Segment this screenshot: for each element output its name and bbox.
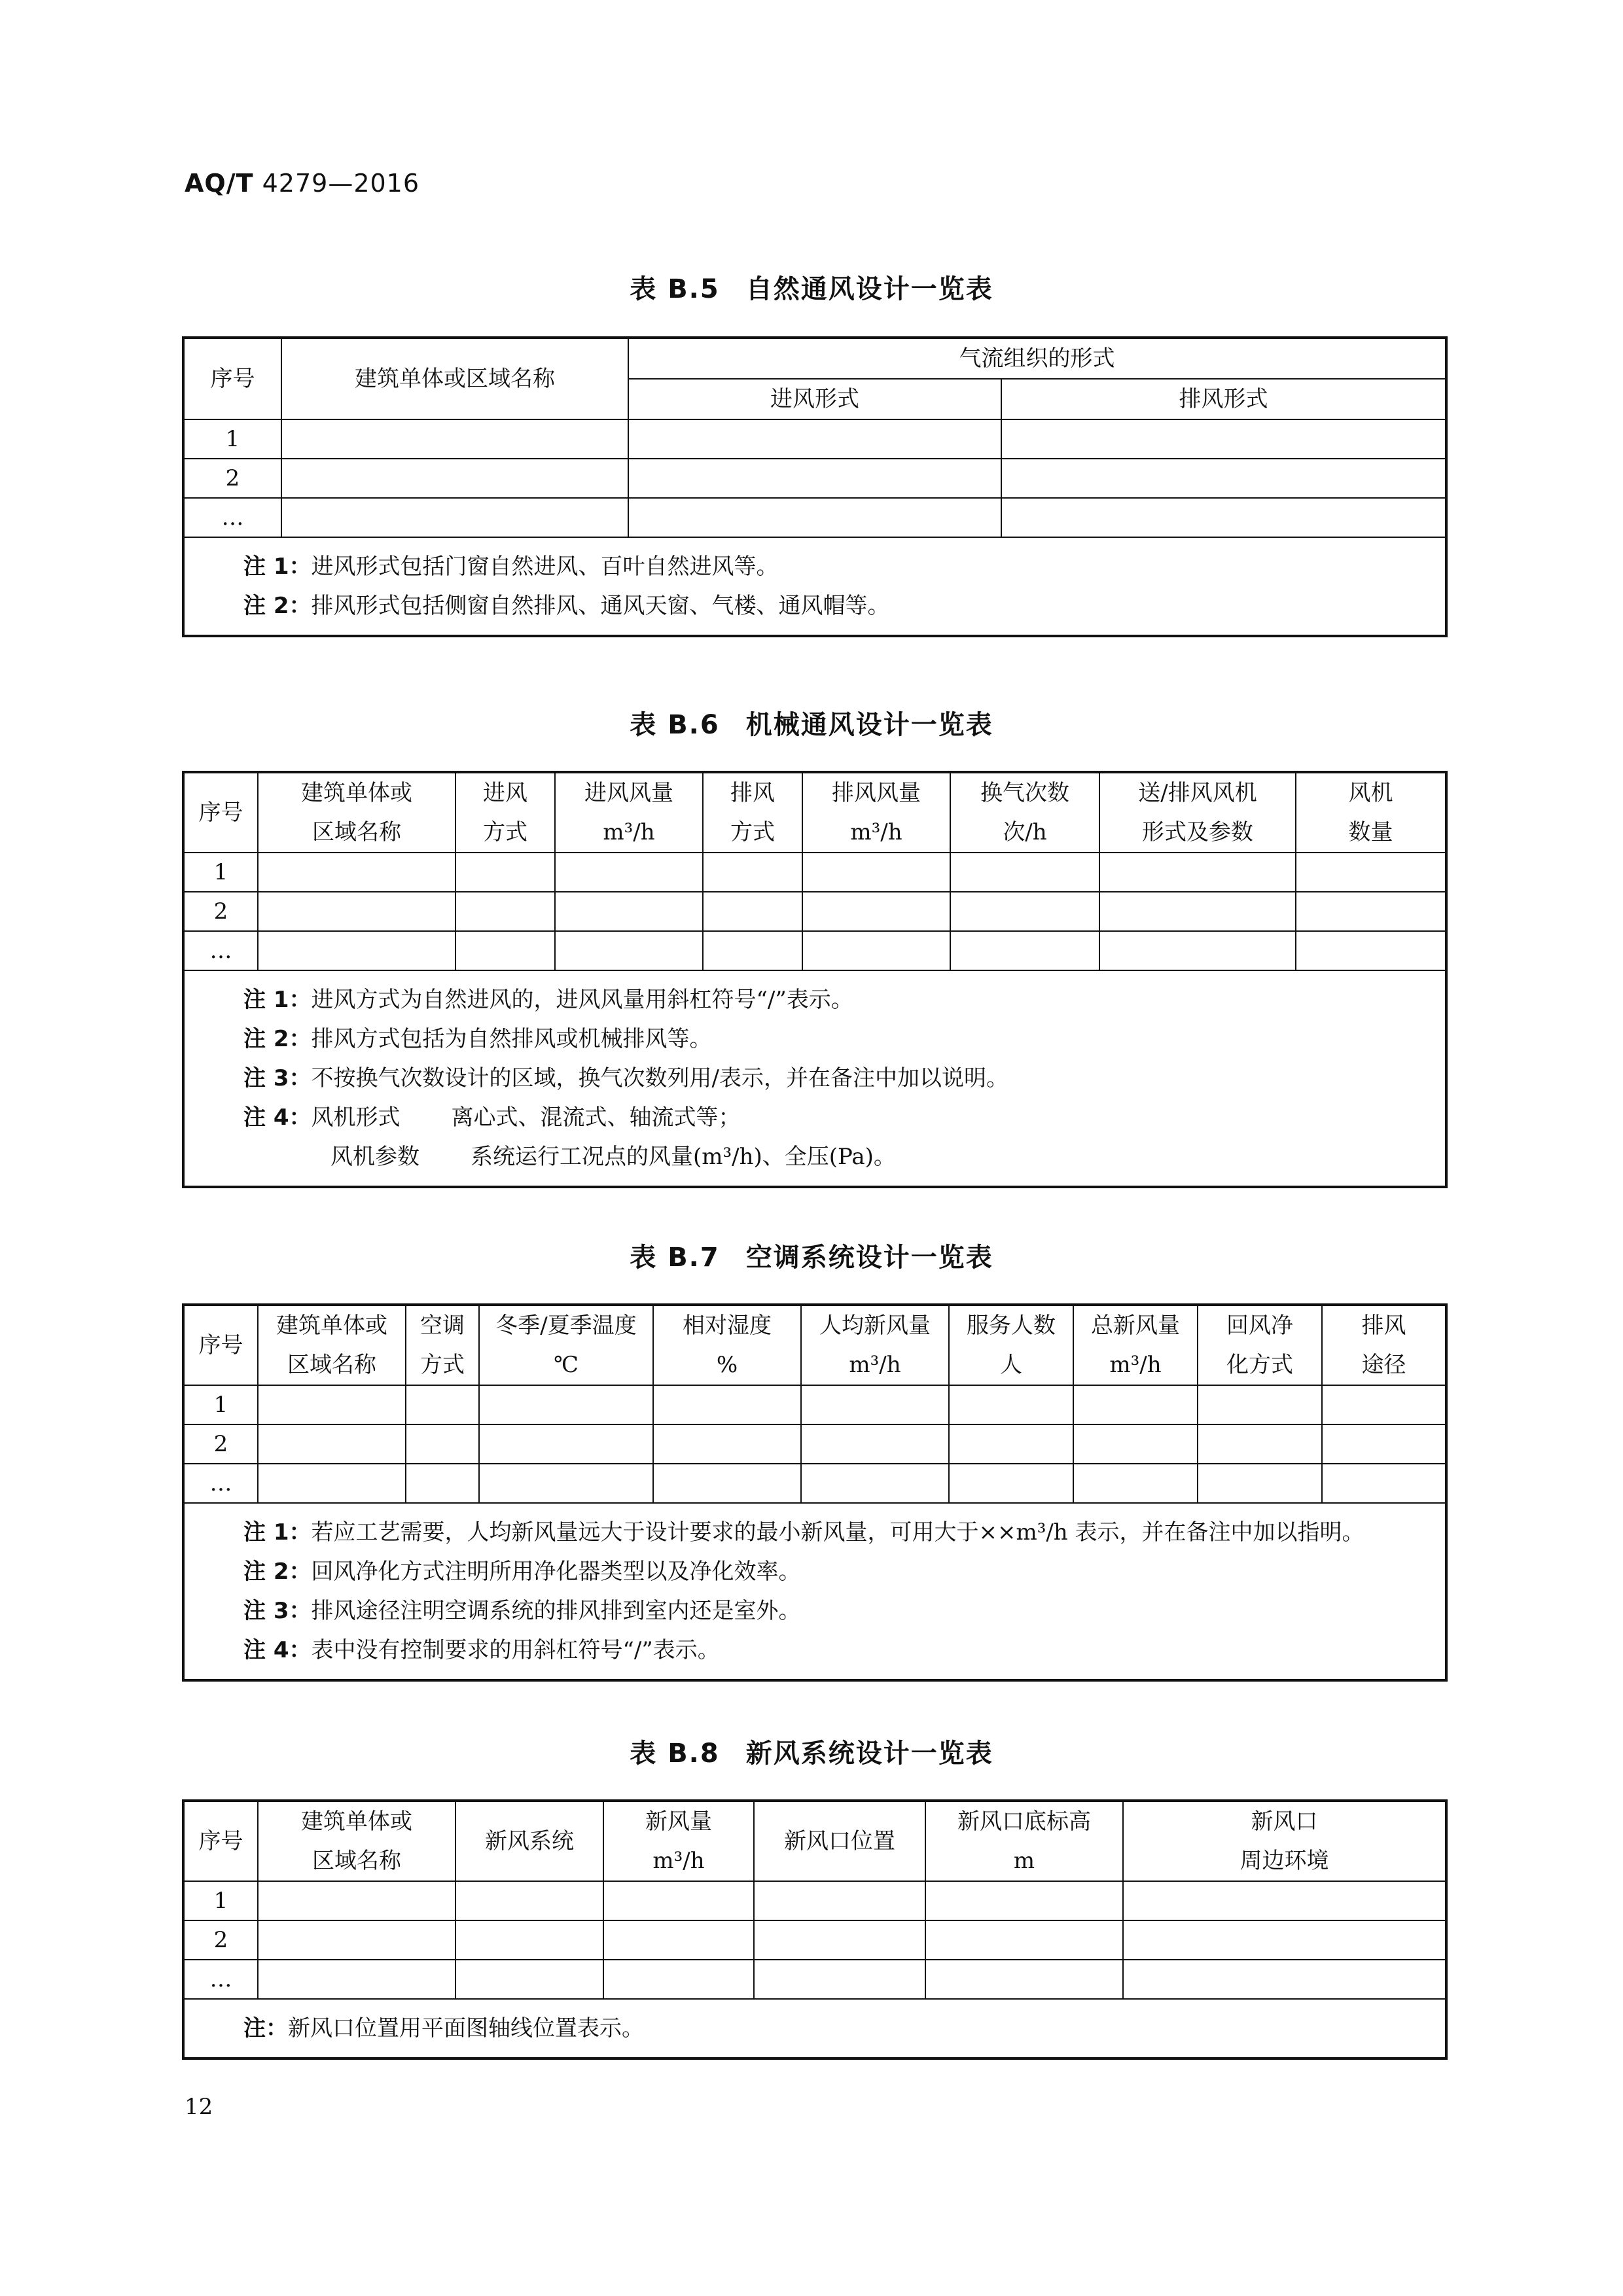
table-b5-caption: 表 B.5 自然通风设计一览表 — [630, 274, 993, 304]
note: 注 1：进风方式为自然进风的，进风风量用斜杠符号“/”表示。 — [243, 987, 853, 1013]
col-group-airflow: 气流组织的形式 — [628, 338, 1446, 379]
table-row: 1 — [183, 853, 1446, 892]
table-notes — [183, 537, 1446, 636]
note: 注 2：排风方式包括为自然排风或机械排风等。 — [243, 1026, 712, 1052]
col-exhaust: 排风形式 — [1001, 379, 1446, 419]
col-name: 建筑单体或 区域名称 — [258, 772, 455, 853]
table-b8-caption: 表 B.8 新风系统设计一览表 — [630, 1739, 993, 1769]
note: 注 3：排风途径注明空调系统的排风排到室内还是室外。 — [243, 1598, 801, 1624]
col-purification: 回风净 化方式 — [1198, 1305, 1322, 1385]
col-exhaust-mode: 排风 方式 — [703, 772, 802, 853]
col-name: 建筑单体或 区域名称 — [258, 1801, 455, 1881]
table-row: 2 — [183, 1920, 1446, 1960]
page-number: 12 — [185, 2094, 213, 2120]
col-intake-volume: 进风风量 m³/h — [555, 772, 703, 853]
col-inlet-position: 新风口位置 — [754, 1801, 925, 1881]
note: 注 1：进风形式包括门窗自然进风、百叶自然进风等。 — [243, 554, 779, 580]
table-b6-caption: 表 B.6 机械通风设计一览表 — [630, 710, 993, 740]
note: 注 2：排风形式包括侧窗自然排风、通风天窗、气楼、通风帽等。 — [243, 593, 890, 619]
col-total-fresh: 总新风量 m³/h — [1073, 1305, 1198, 1385]
col-intake: 进风形式 — [628, 379, 1001, 419]
col-people: 服务人数 人 — [949, 1305, 1073, 1385]
table-row: 2 — [183, 892, 1446, 931]
col-name: 建筑单体或区域名称 — [281, 338, 628, 419]
col-inlet-environment: 新风口 周边环境 — [1123, 1801, 1446, 1881]
note: 风机参数 系统运行工况点的风量(m³/h)、全压(Pa)。 — [330, 1144, 896, 1170]
table-b5 — [182, 336, 1448, 637]
col-inlet-height: 新风口底标高 m — [925, 1801, 1123, 1881]
table-notes — [183, 1999, 1446, 2058]
col-fresh-per-person: 人均新风量 m³/h — [801, 1305, 949, 1385]
table-row: … — [183, 1960, 1446, 1999]
col-exhaust-volume: 排风风量 m³/h — [802, 772, 950, 853]
col-air-changes: 换气次数 次/h — [950, 772, 1099, 853]
col-fan-type: 送/排风风机 形式及参数 — [1099, 772, 1296, 853]
table-row: 1 — [183, 1881, 1446, 1920]
col-seq: 序号 — [183, 338, 281, 419]
table-row: … — [183, 498, 1446, 537]
table-row: … — [183, 1464, 1446, 1503]
col-fan-count: 风机 数量 — [1296, 772, 1446, 853]
table-b8 — [182, 1799, 1448, 2060]
col-intake-mode: 进风 方式 — [455, 772, 555, 853]
table-row: 2 — [183, 459, 1446, 498]
note: 注 4：风机形式 离心式、混流式、轴流式等； — [243, 1104, 741, 1131]
note: 注 2：回风净化方式注明所用净化器类型以及净化效率。 — [243, 1559, 801, 1585]
table-notes — [183, 970, 1446, 1187]
standard-number: AQ/T 4279—2016 — [185, 169, 420, 198]
col-seq: 序号 — [183, 1305, 258, 1385]
col-fresh-volume: 新风量 m³/h — [603, 1801, 754, 1881]
table-row: 1 — [183, 419, 1446, 459]
col-temperature: 冬季/夏季温度 ℃ — [479, 1305, 653, 1385]
col-exhaust-route: 排风 途径 — [1322, 1305, 1446, 1385]
table-notes — [183, 1503, 1446, 1680]
col-humidity: 相对湿度 % — [653, 1305, 801, 1385]
table-b7 — [182, 1303, 1448, 1682]
col-name: 建筑单体或 区域名称 — [258, 1305, 406, 1385]
note: 注：新风口位置用平面图轴线位置表示。 — [243, 2015, 644, 2041]
note: 注 1：若应工艺需要，人均新风量远大于设计要求的最小新风量，可用大于××m³/h 表示，并在备注中加以指明。 — [243, 1519, 1364, 1545]
table-row: … — [183, 931, 1446, 970]
table-b6 — [182, 771, 1448, 1188]
note: 注 4：表中没有控制要求的用斜杠符号“/”表示。 — [243, 1637, 720, 1663]
table-b7-caption: 表 B.7 空调系统设计一览表 — [630, 1243, 993, 1273]
note: 注 3：不按换气次数设计的区域，换气次数列用/表示，并在备注中加以说明。 — [243, 1065, 1008, 1091]
col-fresh-system: 新风系统 — [455, 1801, 603, 1881]
table-row: 1 — [183, 1385, 1446, 1424]
col-ac-mode: 空调 方式 — [406, 1305, 479, 1385]
col-seq: 序号 — [183, 1801, 258, 1881]
col-seq: 序号 — [183, 772, 258, 853]
table-row: 2 — [183, 1424, 1446, 1464]
